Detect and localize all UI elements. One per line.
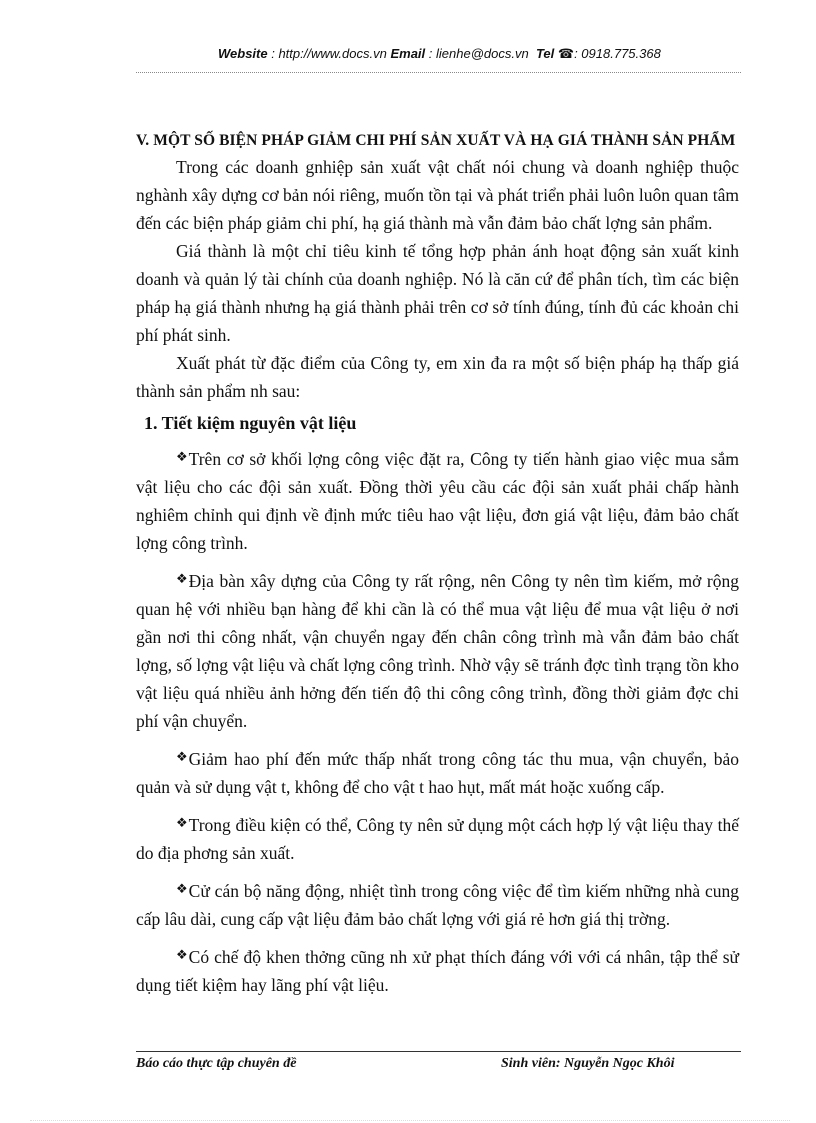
diamond-bullet-icon: ❖ <box>176 571 188 586</box>
footer-divider <box>136 1051 741 1052</box>
subsection-heading: 1. Tiết kiệm nguyên vật liệu <box>144 413 357 433</box>
bullet-text: Giảm hao phí đến mức thấp nhất trong công tác thu mua, vận chuyển, bảo quản và sử dụng vật t, không để cho vật t hao hụt, mất mát hoặc xuống cấp. <box>136 749 739 797</box>
bullet-text: Trong điều kiện có thể, Công ty nên sử dụng một cách hợp lý vật liệu thay thế do địa phơng sản xuất. <box>136 815 739 863</box>
website-separator: : <box>267 46 279 61</box>
page-bottom-border <box>30 1120 790 1121</box>
bullet-item <box>136 809 739 867</box>
bullet-item <box>136 941 739 999</box>
website-label: Website <box>218 46 268 61</box>
paragraph: Xuất phát từ đặc điểm của Công ty, em xin đa ra một số biện pháp hạ thấp giá thành sản phẩm nh sau: <box>136 353 739 401</box>
bullet-item <box>136 875 739 933</box>
paragraph: Trong các doanh gnhiệp sản xuất vật chất nói chung và doanh nghiệp thuộc nghành xây dựng cơ bản nói riêng, muốn tồn tại và phát triển phải luôn luôn quan tâm đến các biện pháp giảm chi phí, hạ giá thành mà vẫn đảm bảo chất lợng sản phẩm. <box>136 157 739 233</box>
diamond-bullet-icon: ❖ <box>176 449 188 464</box>
bullet-item <box>136 443 739 557</box>
paragraph: Giá thành là một chỉ tiêu kinh tế tổng hợp phản ánh hoạt động sản xuất kinh doanh và quản lý tài chính của doanh nghiệp. Nó là căn cứ để phân tích, tìm các biện pháp hạ giá thành nhưng hạ giá thành phải trên cơ sở tính đúng, tính đủ các khoản chi phí phát sinh. <box>136 241 739 345</box>
email-value[interactable]: lienhe@docs.vn <box>436 46 529 61</box>
tel-label: Tel <box>535 46 555 61</box>
bullet-item <box>136 565 739 735</box>
bullet-text: Trên cơ sở khối lợng công việc đặt ra, Công ty tiến hành giao việc mua sắm vật liệu cho các đội sản xuất. Đồng thời yêu cầu các đội sản xuất phải chấp hành nghiêm chỉnh qui định về định mức tiêu hao vật liệu, đơn giá vật liệu, đảm bảo chất lợng công trình. <box>136 449 739 553</box>
bullet-item <box>136 743 739 801</box>
header-divider <box>136 72 741 73</box>
phone-icon: ☎ <box>557 46 575 61</box>
footer-student-name: Sinh viên: Nguyễn Ngọc Khôi <box>501 1056 675 1071</box>
bullet-text: Có chế độ khen thởng cũng nh xử phạt thích đáng với với cá nhân, tập thể sử dụng tiết kiệm hay lãng phí vật liệu. <box>136 947 739 995</box>
diamond-bullet-icon: ❖ <box>176 749 188 764</box>
section-heading: V. MỘT SỐ BIỆN PHÁP GIẢM CHI PHÍ SẢN XUẤT VÀ HẠ GIÁ THÀNH SẢN PHẨM <box>136 132 736 149</box>
footer-report-title: Báo cáo thực tập chuyên đề <box>136 1056 297 1071</box>
email-separator: : <box>425 46 436 61</box>
bullet-text: Địa bàn xây dựng của Công ty rất rộng, nên Công ty nên tìm kiếm, mở rộng quan hệ với nhiều bạn hàng để khi cần là có thể mua vật liệu để mua vật liệu ở nơi gần nơi thi công nhất, vận chuyển ngay đến chân công trình mà vẫn đảm bảo chất lợng, số lợng vật liệu và chất lợng công trình. Nhờ vậy sẽ tránh đợc tình trạng tồn kho vật liệu quá nhiều ảnh hởng đến tiến độ thi công công trình, đồng thời giảm đợc chi phí vận chuyển. <box>136 571 739 731</box>
diamond-bullet-icon: ❖ <box>176 881 188 896</box>
bullet-text: Cử cán bộ năng động, nhiệt tình trong công việc để tìm kiếm những nhà cung cấp lâu dài, cung cấp vật liệu đảm bảo chất lợng với giá rẻ hơn giá thị trờng. <box>136 881 739 929</box>
page-header <box>218 46 778 62</box>
email-label: Email <box>390 46 426 61</box>
document-body <box>136 130 739 1007</box>
diamond-bullet-icon: ❖ <box>176 815 188 830</box>
diamond-bullet-icon: ❖ <box>176 947 188 962</box>
tel-value: : 0918.775.368 <box>574 46 661 61</box>
website-url[interactable]: http://www.docs.vn <box>278 46 387 61</box>
